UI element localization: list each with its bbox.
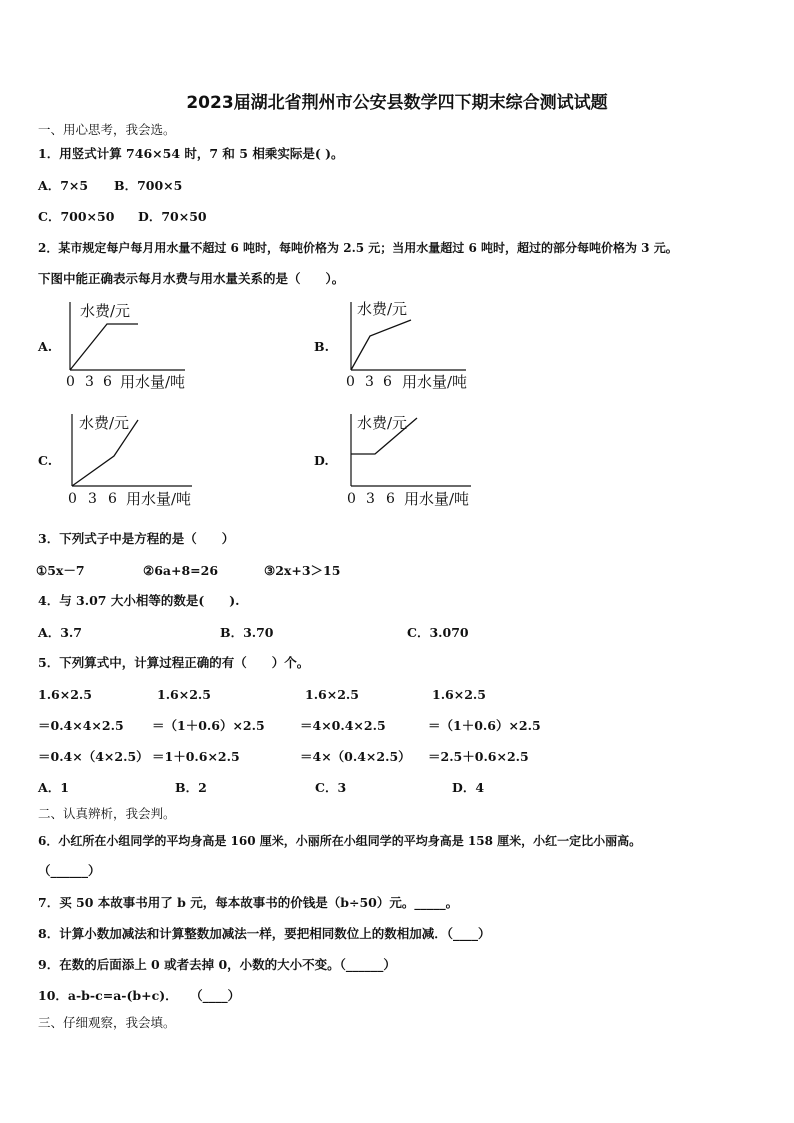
graph-c (62, 408, 212, 512)
question-3-stem: 3．下列式子中是方程的是（ ） (38, 531, 235, 546)
graph-d-ylabel: 水费/元 (357, 414, 408, 432)
q5-col2-line1: 1.6×2.5 (157, 687, 211, 702)
graph-a-label[interactable]: A. (38, 339, 53, 354)
graph-b-ylabel: 水费/元 (357, 300, 408, 318)
graph-a (60, 296, 210, 396)
q5-col4-line2: ＝（1＋0.6）×2.5 (428, 718, 541, 733)
graph-a-tick-0: 0 (66, 374, 75, 390)
graph-b-xlabel: 用水量/吨 (402, 373, 468, 391)
q3-option-1[interactable]: ①5x－7 (36, 563, 85, 578)
graph-a-tick-3: 3 (85, 374, 94, 390)
q5-col1-line2: ＝0.4×4×2.5 (38, 718, 124, 733)
graph-b-label[interactable]: B. (314, 339, 329, 354)
graph-d-label[interactable]: D. (314, 453, 329, 468)
q1-option-d[interactable]: D．70×50 (138, 209, 207, 224)
q5-col4-line3: ＝2.5＋0.6×2.5 (428, 749, 529, 764)
q5-col3-line3: ＝4×（0.4×2.5） (300, 749, 411, 764)
q3-option-2[interactable]: ②6a+8=26 (143, 563, 219, 578)
graph-b-tick-6: 6 (383, 374, 392, 390)
question-8[interactable]: 8．计算小数加减法和计算整数加减法一样，要把相同数位上的数相加减．（____） (38, 926, 491, 941)
graph-d-tick-0: 0 (347, 491, 356, 507)
q1-option-c[interactable]: C．700×50 (38, 209, 115, 224)
graph-c-tick-0: 0 (68, 491, 77, 507)
question-7[interactable]: 7．买 50 本故事书用了 b 元，每本故事书的价钱是（b÷50）元。_____。 (38, 895, 459, 910)
q4-option-a[interactable]: A．3.7 (38, 625, 82, 640)
q4-option-c[interactable]: C．3.070 (407, 625, 469, 640)
graph-d-tick-3: 3 (366, 491, 375, 507)
graph-c-ylabel: 水费/元 (79, 414, 130, 432)
q5-col3-line1: 1.6×2.5 (305, 687, 359, 702)
question-10[interactable]: 10．a-b-c=a-(b+c)． （____） (38, 988, 241, 1003)
question-5-stem: 5．下列算式中，计算过程正确的有（ ）个。 (38, 655, 310, 670)
graph-b (341, 296, 491, 396)
q1-option-b[interactable]: B．700×5 (114, 178, 183, 193)
q4-option-b[interactable]: B．3.70 (220, 625, 274, 640)
question-6-line1: 6．小红所在小组同学的平均身高是 160 厘米，小丽所在小组同学的平均身高是 158 厘米，小红一定比小丽高。 (38, 834, 642, 848)
q1-option-a[interactable]: A．7×5 (38, 178, 89, 193)
graph-b-tick-3: 3 (365, 374, 374, 390)
graph-c-label[interactable]: C. (38, 453, 53, 468)
graph-a-tick-6: 6 (103, 374, 112, 390)
graph-d-xlabel: 用水量/吨 (404, 490, 470, 508)
graph-b-tick-0: 0 (346, 374, 355, 390)
q5-option-c[interactable]: C．3 (315, 780, 347, 795)
q3-option-3[interactable]: ③2x+3＞15 (264, 563, 341, 578)
q5-option-b[interactable]: B．2 (175, 780, 207, 795)
q5-col2-line3: ＝1＋0.6×2.5 (152, 749, 240, 764)
graph-c-tick-6: 6 (108, 491, 117, 507)
section-2-heading: 二、认真辨析，我会判。 (38, 806, 176, 821)
graph-a-ylabel: 水费/元 (80, 302, 131, 320)
q5-col4-line1: 1.6×2.5 (432, 687, 486, 702)
question-4-stem: 4．与 3.07 大小相等的数是( ). (38, 593, 240, 608)
graph-d (341, 408, 491, 512)
question-2-stem-line2: 下图中能正确表示每月水费与用水量关系的是（ ）。 (38, 271, 345, 286)
graph-a-xlabel: 用水量/吨 (120, 373, 186, 391)
page-title: 2023届湖北省荆州市公安县数学四下期末综合测试试题 (186, 93, 608, 113)
q5-col2-line2: ＝（1＋0.6）×2.5 (152, 718, 265, 733)
question-9[interactable]: 9．在数的后面添上 0 或者去掉 0，小数的大小不变。（______） (38, 957, 396, 972)
q5-option-a[interactable]: A．1 (38, 780, 69, 795)
graph-b-line (351, 320, 411, 370)
question-1-stem: 1．用竖式计算 746×54 时，7 和 5 相乘实际是( )。 (38, 146, 344, 161)
graph-a-line (70, 324, 138, 370)
q5-col1-line1: 1.6×2.5 (38, 687, 92, 702)
section-1-heading: 一、用心思考，我会选。 (38, 122, 176, 137)
graph-d-tick-6: 6 (386, 491, 395, 507)
question-2-stem-line1: 2．某市规定每户每月用水量不超过 6 吨时，每吨价格为 2.5 元；当用水量超过 6 吨时，超过的部分每吨价格为 3 元。 (38, 241, 678, 255)
graph-c-xlabel: 用水量/吨 (126, 490, 192, 508)
graph-c-tick-3: 3 (88, 491, 97, 507)
section-3-heading: 三、仔细观察，我会填。 (38, 1015, 176, 1030)
question-6-answer-blank[interactable]: （______） (38, 863, 101, 878)
q5-col1-line3: ＝0.4×（4×2.5） (38, 749, 149, 764)
q5-option-d[interactable]: D．4 (452, 780, 485, 795)
q5-col3-line2: ＝4×0.4×2.5 (300, 718, 386, 733)
